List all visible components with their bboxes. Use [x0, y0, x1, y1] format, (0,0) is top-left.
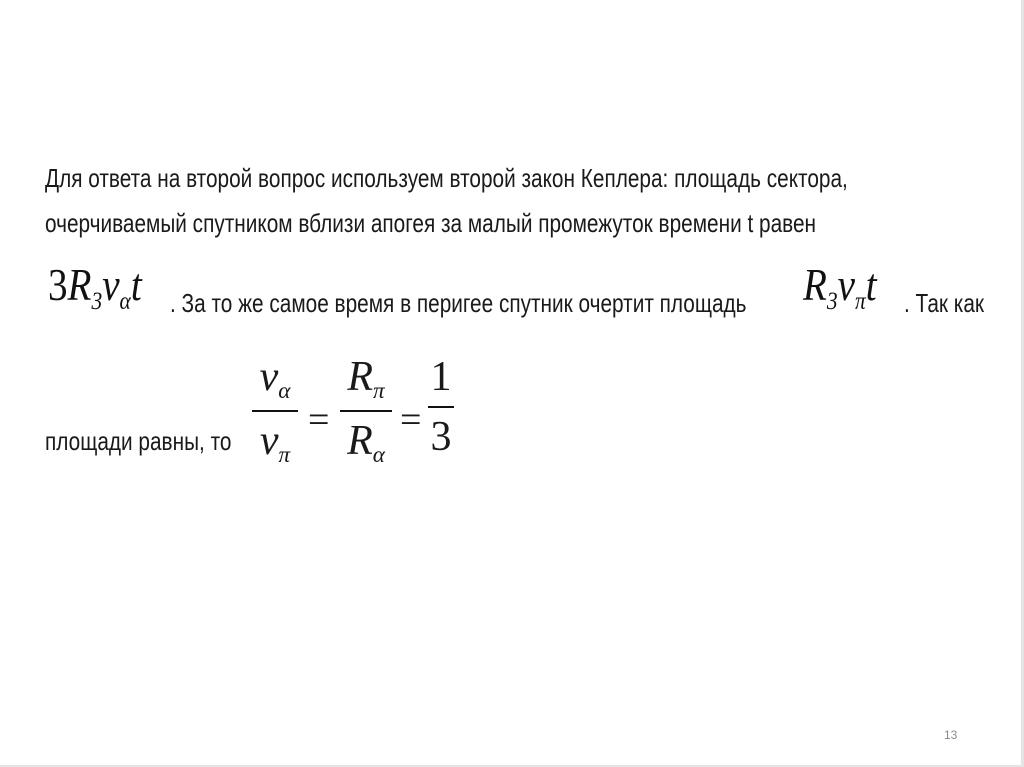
fraction-bar: [252, 410, 298, 412]
formula-velocity: v: [102, 259, 120, 310]
fraction-velocity: [252, 356, 298, 466]
fraction-denominator: 3: [430, 414, 452, 460]
fraction-denominator: $R_\alpha$: [347, 418, 385, 468]
formula-area-apogee: [48, 259, 142, 315]
formula-radius-subscript: 3: [826, 286, 838, 315]
fraction-one-third: [428, 356, 454, 458]
equals-sign: =: [400, 399, 422, 441]
fraction-denominator: $v_\pi$: [259, 418, 291, 468]
equals-sign: =: [308, 399, 330, 441]
formula-radius: R: [67, 259, 92, 310]
fraction-numerator: $v_\alpha$: [259, 354, 291, 404]
text-line-3: . За то же самое время в перигее спутник очертит площадь: [170, 288, 747, 318]
formula-velocity: v: [837, 259, 856, 310]
formula-area-perigee: [803, 259, 877, 315]
fraction-bar: [428, 406, 454, 408]
text-line-1: Для ответа на второй вопрос используем второй закон Кеплера: площадь сектора,: [45, 163, 848, 193]
formula-radius-subscript: 3: [91, 286, 103, 315]
fraction-bar: [340, 410, 392, 412]
formula-velocity-subscript: π: [855, 286, 866, 315]
formula-ratio: [252, 356, 462, 486]
page-number: 13: [944, 728, 958, 742]
text-line-4: . Так как: [904, 288, 985, 318]
fraction-numerator: 1: [430, 354, 452, 400]
formula-coefficient: 3: [48, 259, 68, 310]
text-line-5: площади равны, то: [45, 426, 232, 456]
fraction-numerator: $R_\pi$: [347, 354, 385, 404]
text-line-2: очерчиваемый спутником вблизи апогея за малый промежуток времени t равен: [45, 208, 817, 238]
formula-velocity-subscript: α: [119, 286, 131, 315]
fraction-radius: [340, 356, 392, 466]
formula-time: t: [865, 259, 877, 310]
formula-time: t: [130, 259, 142, 310]
formula-radius: R: [803, 259, 827, 310]
